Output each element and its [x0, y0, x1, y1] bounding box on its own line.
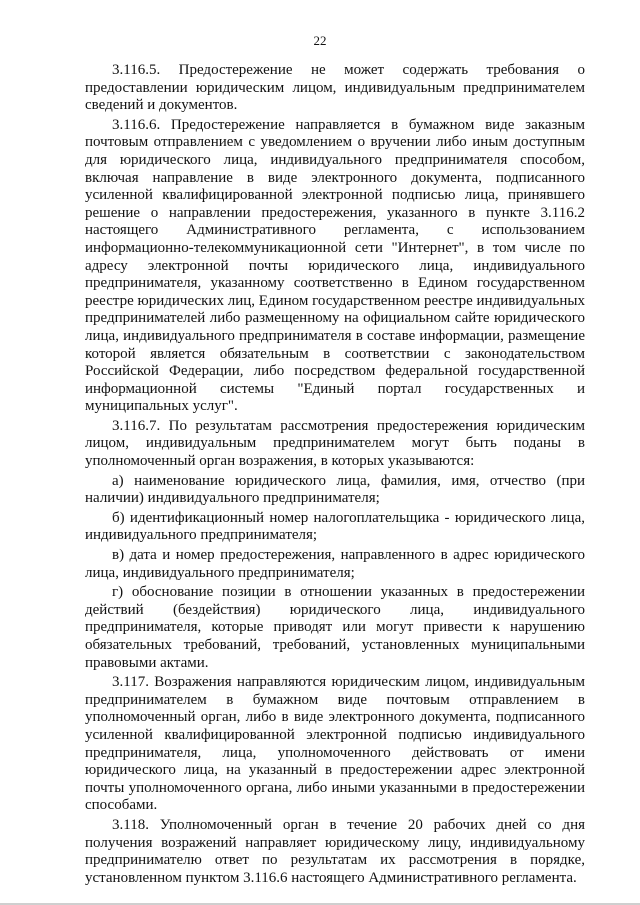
paragraph-3-116-5: 3.116.5. Предостережение не может содержать требования о предоставлении юридическим лицом, индивидуальным предпринимателем сведений и документов. [85, 62, 585, 114]
paragraph-3-116-6: 3.116.6. Предостережение направляется в бумажном виде заказным почтовым отправлением с уведомлением о вручении либо иным доступным для юридического лица, индивидуального предпринимателя способом, включая направление в виде электронного документа, подписанного усиленной квалифицированной электронной подписью лица, принявшего решение о направлении предостережения, указанного в пункте 3.116.2 настоящего Административного регламента, с использованием информационно-телекоммуникационной сети "Интернет", в том числе по адресу электронной почты юридического лица, индивидуального предпринимателя, указанному соответственно в Едином государственном реестре юридических лиц, Едином государственном реестре индивидуальных предпринимателей либо размещенному на официальном сайте юридического лица, индивидуального предпринимателя в составе информации, размещение которой является обязательным в соответствии с законодательством Российской Федерации, либо посредством федеральной государственной информационной системы "Единый портал государственных и муниципальных услуг". [85, 116, 585, 415]
document-body [85, 62, 585, 889]
list-item-a: а) наименование юридического лица, фамилия, имя, отчество (при наличии) индивидуального предпринимателя; [85, 472, 585, 507]
list-item-b: б) идентификационный номер налогоплательщика - юридического лица, индивидуального предпринимателя; [85, 509, 585, 544]
list-item-v: в) дата и номер предостережения, направленного в адрес юридического лица, индивидуального предпринимателя; [85, 547, 585, 581]
list-item-g: г) обоснование позиции в отношении указанных в предостережении действий (бездействия) юридического лица, индивидуального предпринимателя, которые приводят или могут привести к нарушению обязательных требований, требований, установленных муниципальными правовыми актами. [85, 584, 585, 671]
paragraph-3-116-7: 3.116.7. По результатам рассмотрения предостережения юридическим лицом, индивидуальным предпринимателем могут быть поданы в уполномоченный орган возражения, в которых указываются: [85, 417, 585, 470]
paragraph-3-117: 3.117. Возражения направляются юридическим лицом, индивидуальным предпринимателем в бумажном виде почтовым отправлением в уполномоченный орган, либо в виде электронного документа, подписанного усиленной квалифицированной электронной подписью индивидуального предпринимателя, лица, уполномоченного действовать от имени юридического лица, на указанный в предостережении адрес электронной почты уполномоченного органа, либо иными указанными в предостережении способами. [85, 674, 585, 814]
page-number: 22 [313, 33, 327, 48]
paragraph-3-118: 3.118. Уполномоченный орган в течение 20 рабочих дней со дня получения возражений направляет юридическому лицу, индивидуальному предпринимателю ответ по результатам их рассмотрения в порядке, установленном пунктом 3.116.6 настоящего Административного регламента. [85, 816, 585, 886]
